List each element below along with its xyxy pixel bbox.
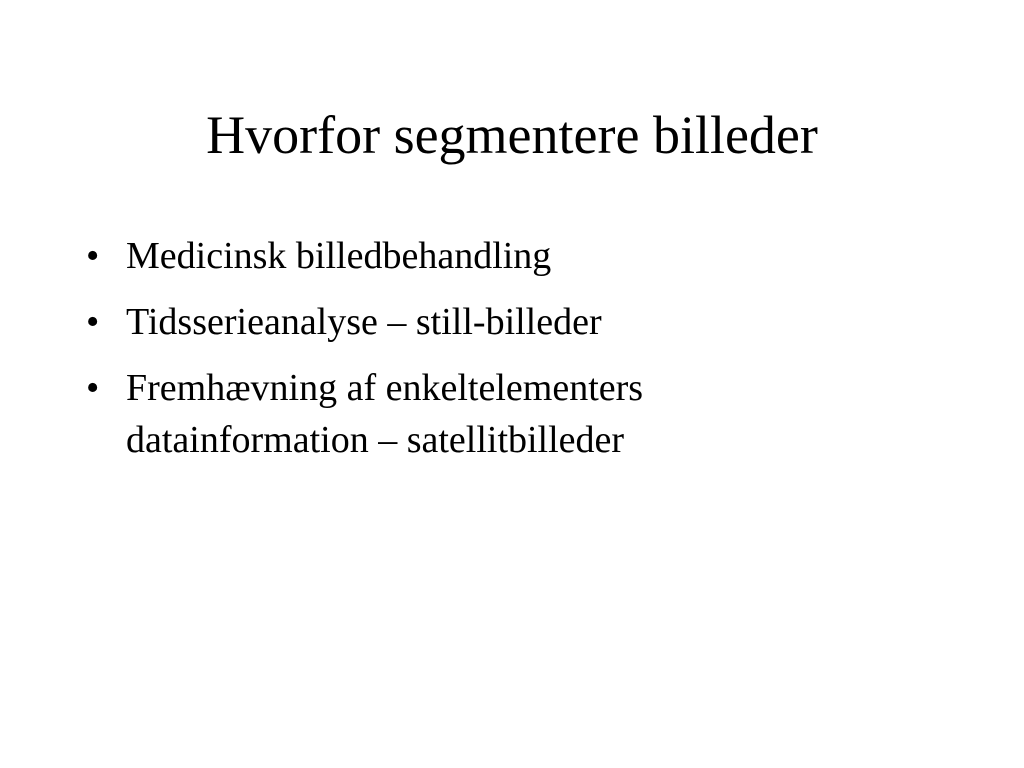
slide-title: Hvorfor segmentere billeder: [206, 105, 818, 165]
bullet-text: Medicinsk billedbehandling: [126, 235, 552, 277]
bullet-text: Fremhævning af enkeltelementers datainformation – satellitbilleder: [126, 367, 644, 461]
bullet-item-fremhaevning: [86, 362, 846, 466]
bullet-list: [86, 230, 846, 480]
bullet-item-medicinsk: [86, 230, 846, 282]
bullet-icon: •: [86, 301, 100, 343]
bullet-icon: •: [86, 235, 100, 277]
bullet-icon: •: [86, 367, 100, 409]
bullet-text: Tidsserieanalyse – still-billeder: [126, 301, 602, 343]
bullet-item-tidsserie: [86, 296, 846, 348]
